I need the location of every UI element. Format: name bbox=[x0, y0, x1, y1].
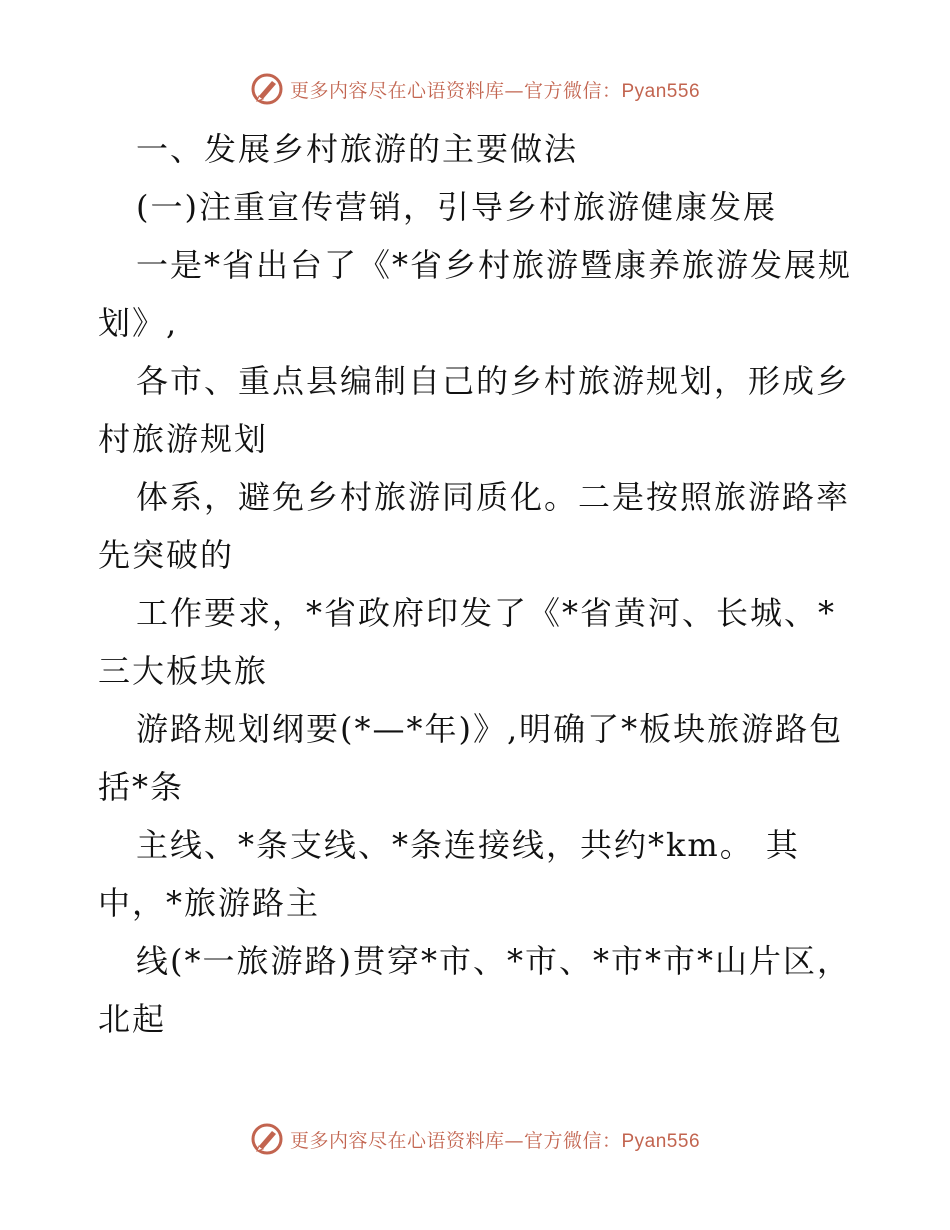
subsection-heading: (一)注重宣传营销，引导乡村旅游健康发展 bbox=[136, 188, 777, 226]
paragraph-line: 划》, bbox=[98, 304, 179, 342]
document-body bbox=[98, 120, 858, 1048]
paragraph-line: 体系，避免乡村旅游同质化。二是按照旅游路率 bbox=[136, 478, 851, 516]
paragraph-line: 各市、重点县编制自己的乡村旅游规划，形成乡 bbox=[136, 362, 851, 400]
header-watermark bbox=[0, 72, 950, 106]
paragraph-line: 北起 bbox=[98, 1000, 167, 1038]
watermark-text: 更多内容尽在心语资料库—官方微信：Pyan556 bbox=[289, 79, 701, 102]
paragraph-line: 三大板块旅 bbox=[98, 652, 269, 690]
paragraph-line: 主线、*条支线、*条连接线，共约*km。 其 bbox=[136, 826, 800, 864]
paragraph-line: 一是*省出台了《*省乡村旅游暨康养旅游发展规 bbox=[136, 246, 853, 284]
watermark-text: 更多内容尽在心语资料库—官方微信：Pyan556 bbox=[289, 1129, 701, 1152]
section-heading: 一、发展乡村旅游的主要做法 bbox=[136, 130, 579, 168]
pen-logo-icon bbox=[250, 72, 284, 106]
paragraph-line: 村旅游规划 bbox=[98, 420, 269, 458]
paragraph-line: 括*条 bbox=[98, 768, 185, 806]
footer-watermark bbox=[0, 1122, 950, 1156]
paragraph-line: 先突破的 bbox=[98, 536, 235, 574]
paragraph-line: 中，*旅游路主 bbox=[98, 884, 321, 922]
paragraph-line: 工作要求，*省政府印发了《*省黄河、长城、* bbox=[136, 594, 837, 632]
paragraph-line: 线(*一旅游路)贯穿*市、*市、*市*市*山片区， bbox=[136, 942, 851, 980]
paragraph-line: 游路规划纲要(*—*年)》,明确了*板块旅游路包 bbox=[136, 710, 844, 748]
pen-logo-icon bbox=[250, 1122, 284, 1156]
